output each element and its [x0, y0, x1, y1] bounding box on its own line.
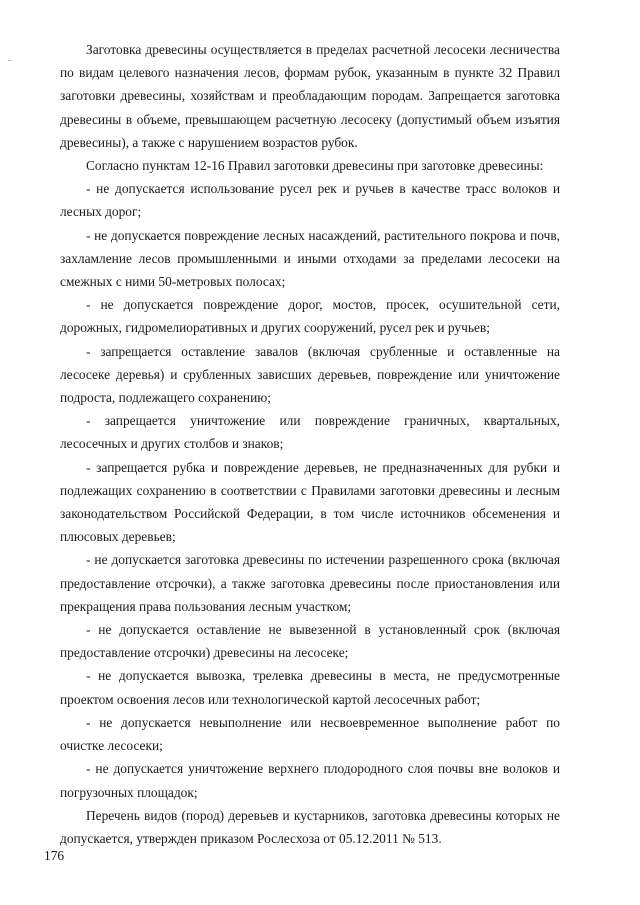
document-body: [60, 38, 560, 850]
paragraph-rules-heading: Согласно пунктам 12-16 Правил заготовки древесины при заготовке древесины:: [86, 158, 544, 174]
scan-artifact: [8, 60, 11, 61]
list-item: - не допускается использование русел рек и ручьев в качестве трасс волоков и лесных дорог;: [60, 181, 560, 220]
list-item: - не допускается вывозка, трелевка древесины в места, не предусмотренные проектом освоения лесов или технологической картой лесосечных работ;: [60, 668, 560, 707]
list-item: - не допускается заготовка древесины по истечении разрешенного срока (включая предоставление отсрочки), а также заготовка древесины после приостановления или прекращения права пользования лесным участком;: [60, 552, 560, 614]
paragraph-intro: Заготовка древесины осуществляется в пределах расчетной лесосеки лесничества по видам целевого назначения лесов, формам рубок, указанным в пункте 32 Правил заготовки древесины, хозяйствам и преобладающим породам. Запрещается заготовка древесины в объеме, превышающем расчетную лесосеку (допустимый объем изъятия древесины), а также с нарушением возрастов рубок.: [60, 42, 560, 150]
page-number: 176: [44, 848, 65, 863]
list-item: - не допускается невыполнение или несвоевременное выполнение работ по очистке лесосеки;: [60, 714, 560, 754]
list-item: - не допускается уничтожение верхнего плодородного слоя почвы вне волоков и погрузочных площадок;: [60, 761, 560, 800]
list-item: - не допускается оставление не вывезенной в установленный срок (включая предоставление отсрочки) древесины на лесосеке;: [60, 622, 560, 661]
list-item: - не допускается повреждение дорог, мостов, просек, осушительной сети, дорожных, гидромелиоративных и других сооружений, русел рек и ручьев;: [60, 297, 560, 336]
list-item: - запрещается оставление завалов (включая срубленные и оставленные на лесосеке деревья) и срубленных зависших деревьев, повреждение или уничтожение подроста, подлежащего сохранению;: [60, 343, 560, 406]
list-item: - запрещается уничтожение или повреждение граничных, квартальных, лесосечных и других столбов и знаков;: [60, 413, 560, 452]
list-item: - не допускается повреждение лесных насаждений, растительного покрова и почв, захламление лесов промышленными и иными отходами за пределами лесосеки на смежных с ними 50-метровых полосах;: [60, 227, 560, 290]
list-item: - запрещается рубка и повреждение деревьев, не предназначенных для рубки и подлежащих сохранению в соответствии с Правилами заготовки древесины и лесным законодательством Российской Федерации, в том числе источников обсеменения и плюсовых деревьев;: [60, 459, 560, 545]
paragraph-species-list: Перечень видов (пород) деревьев и кустарников, заготовка древесины которых не допускается, утвержден приказом Рослесхоза от 05.12.2011 № 513.: [60, 807, 560, 846]
